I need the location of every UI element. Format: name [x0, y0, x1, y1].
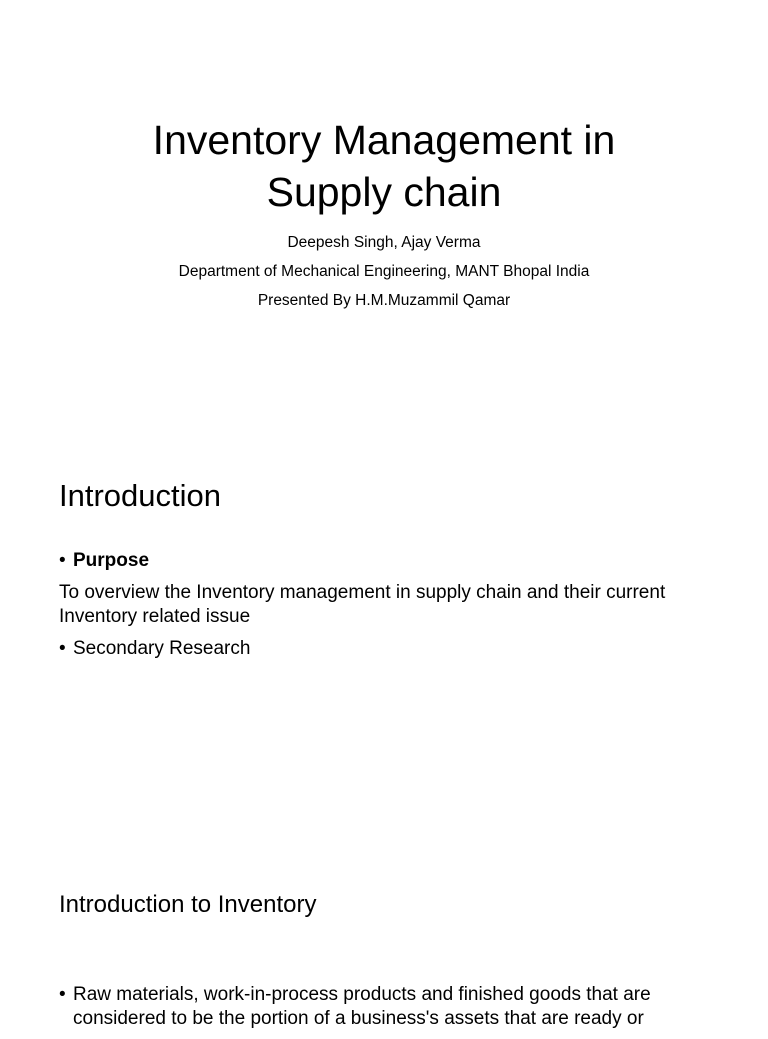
department: Department of Mechanical Engineering, MANT Bhopal India	[178, 263, 590, 280]
title-line-1: Inventory Management in	[152, 117, 616, 163]
inventory-intro-slide	[0, 860, 768, 1029]
title-line-2: Supply chain	[266, 169, 502, 215]
presenter: Presented By H.M.Muzammil Qamar	[257, 292, 511, 309]
inventory-bullets	[59, 983, 709, 1039]
bullet-marker: •	[59, 984, 66, 1005]
purpose-label: Purpose	[73, 550, 150, 571]
introduction-bullets	[59, 549, 719, 669]
bullet-marker: •	[59, 550, 66, 571]
purpose-text: To overview the Inventory management in supply chain and their current Inventory related issue	[59, 582, 666, 627]
introduction-heading: Introduction	[59, 478, 221, 513]
list-item	[59, 549, 719, 573]
inventory-intro-heading: Introduction to Inventory	[59, 891, 317, 918]
list-item	[59, 637, 719, 661]
title-slide	[0, 0, 768, 384]
secondary-research-label: Secondary Research	[73, 638, 251, 659]
introduction-slide	[0, 440, 768, 824]
authors: Deepesh Singh, Ajay Verma	[287, 234, 481, 251]
bullet-marker: •	[59, 638, 66, 659]
subtitle-block	[0, 228, 768, 315]
inventory-definition: Raw materials, work-in-process products and finished goods that are considered to be the portion of a business's assets that are ready or	[73, 984, 651, 1029]
presentation-title	[0, 114, 768, 218]
